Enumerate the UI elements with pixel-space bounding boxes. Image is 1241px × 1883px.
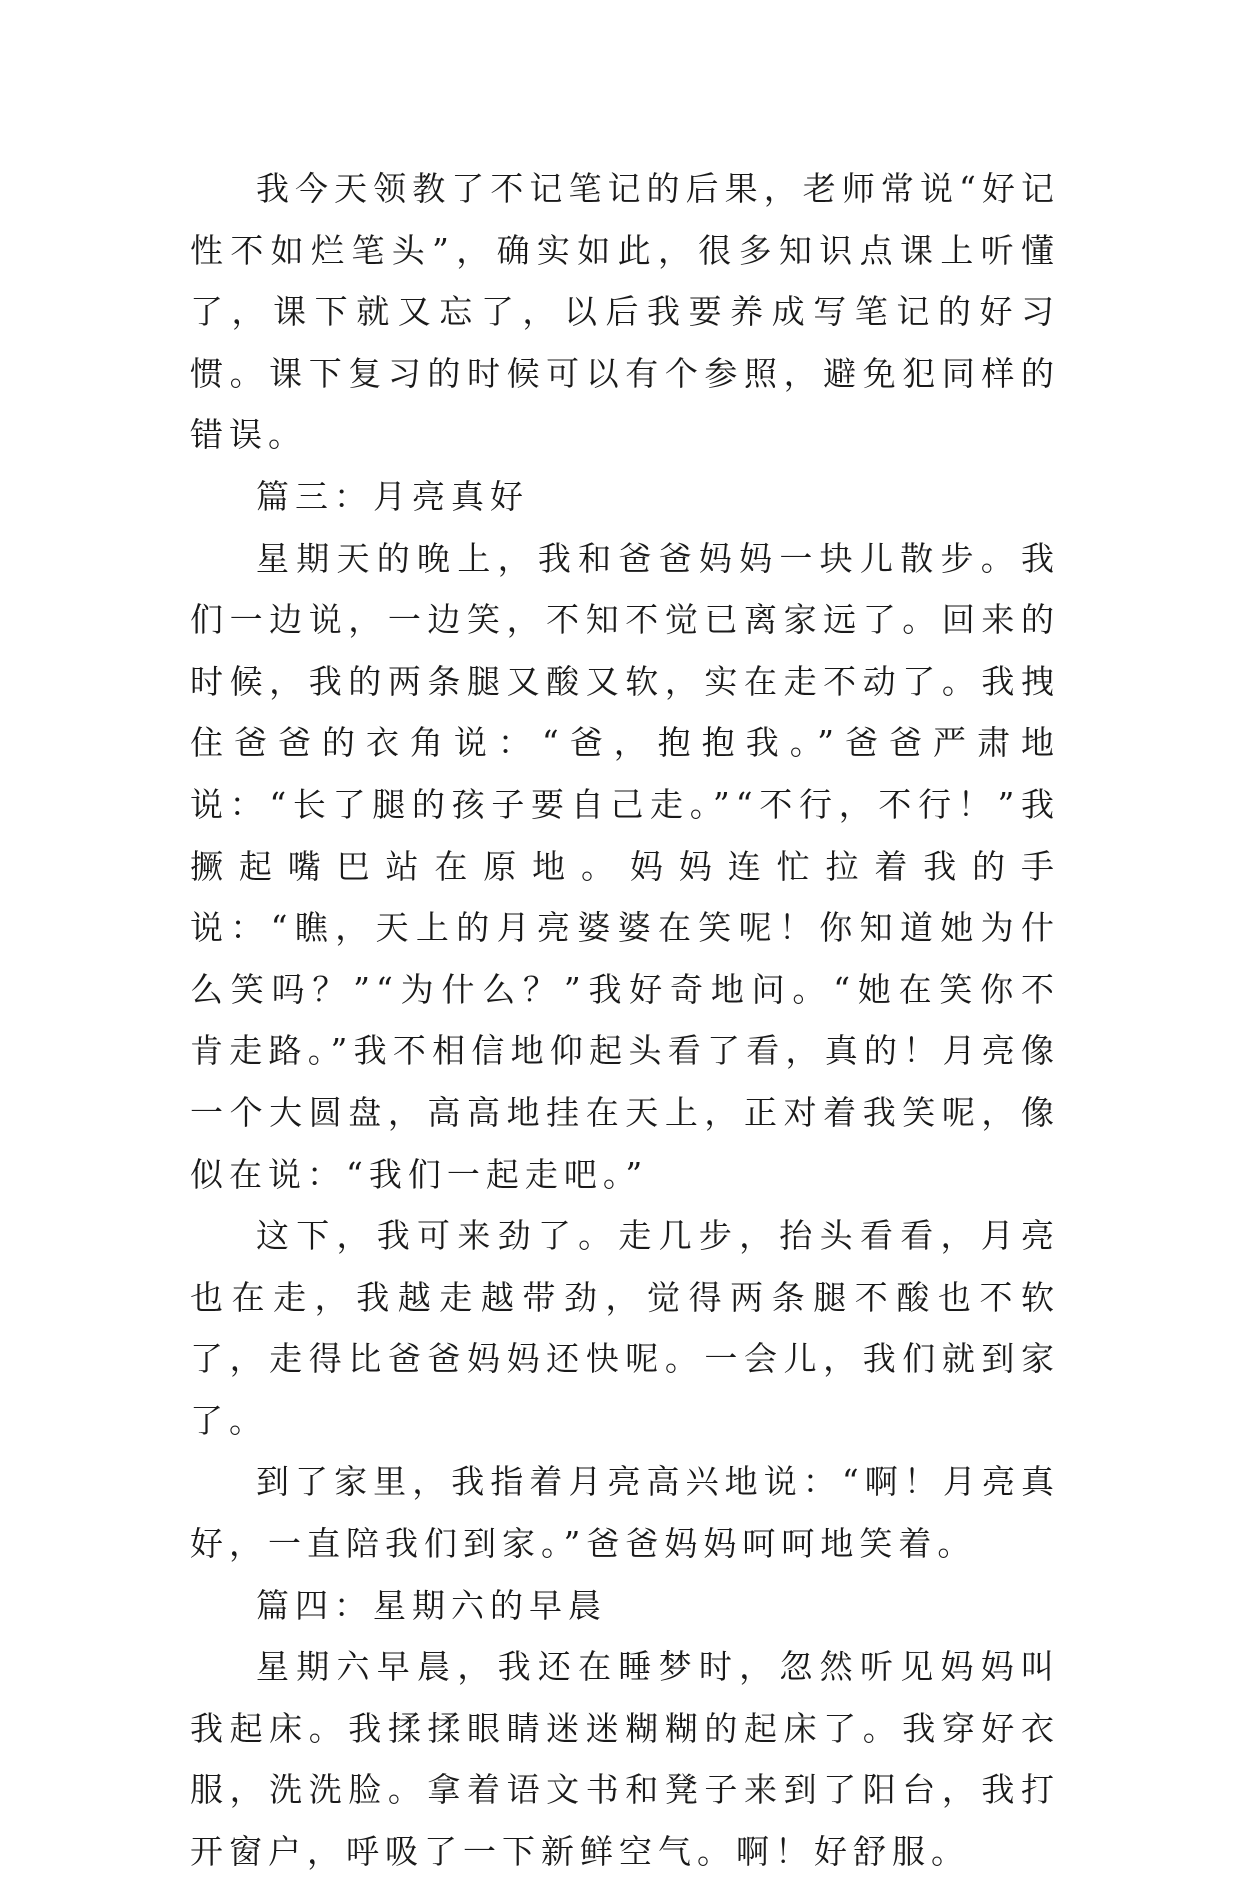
paragraph-notes-lesson: 我今天领教了不记笔记的后果，老师常说“好记性不如烂笔头”，确实如此，很多知识点课上听懂了，课下就又忘了，以后我要养成写笔记的好习惯。课下复习的时候可以有个参照，避免犯同样的错误。 bbox=[190, 169, 1060, 455]
paragraph-walking-home: 这下，我可来劲了。走几步，抬头看看，月亮也在走，我越走越带劲，觉得两条腿不酸也不软了，走得比爸爸妈妈还快呢。一会儿，我们就到家了。 bbox=[190, 1216, 1060, 1440]
paragraph-arrive-home: 到了家里，我指着月亮高兴地说：“啊！月亮真好，一直陪我们到家。”爸爸妈妈呵呵地笑着。 bbox=[190, 1462, 1060, 1564]
section-heading-4: 篇四：星期六的早晨 bbox=[256, 1585, 607, 1625]
document-body bbox=[190, 158, 1060, 1883]
paragraph-sunday-walk: 星期天的晚上，我和爸爸妈妈一块儿散步。我们一边说，一边笑，不知不觉已离家远了。回来的时候，我的两条腿又酸又软，实在走不动了。我拽住爸爸的衣角说：“爸，抱抱我。”爸爸严肃地说：“长了腿的孩子要自己走。”“不行，不行！”我撅起嘴巴站在原地。妈妈连忙拉着我的手说：“瞧，天上的月亮婆婆在笑呢！你知道她为什么笑吗？”“为什么？”我好奇地问。“她在笑你不肯走路。”我不相信地仰起头看了看，真的！月亮像一个大圆盘，高高地挂在天上，正对着我笑呢，像似在说：“我们一起走吧。” bbox=[190, 538, 1060, 1194]
section-heading-3: 篇三：月亮真好 bbox=[256, 476, 529, 516]
paragraph-saturday-morning: 星期六早晨，我还在睡梦时，忽然听见妈妈叫我起床。我揉揉眼睛迷迷糊糊的起床了。我穿好衣服，洗洗脸。拿着语文书和凳子来到了阳台，我打开窗户，呼吸了一下新鲜空气。啊！好舒服。 bbox=[190, 1647, 1060, 1872]
